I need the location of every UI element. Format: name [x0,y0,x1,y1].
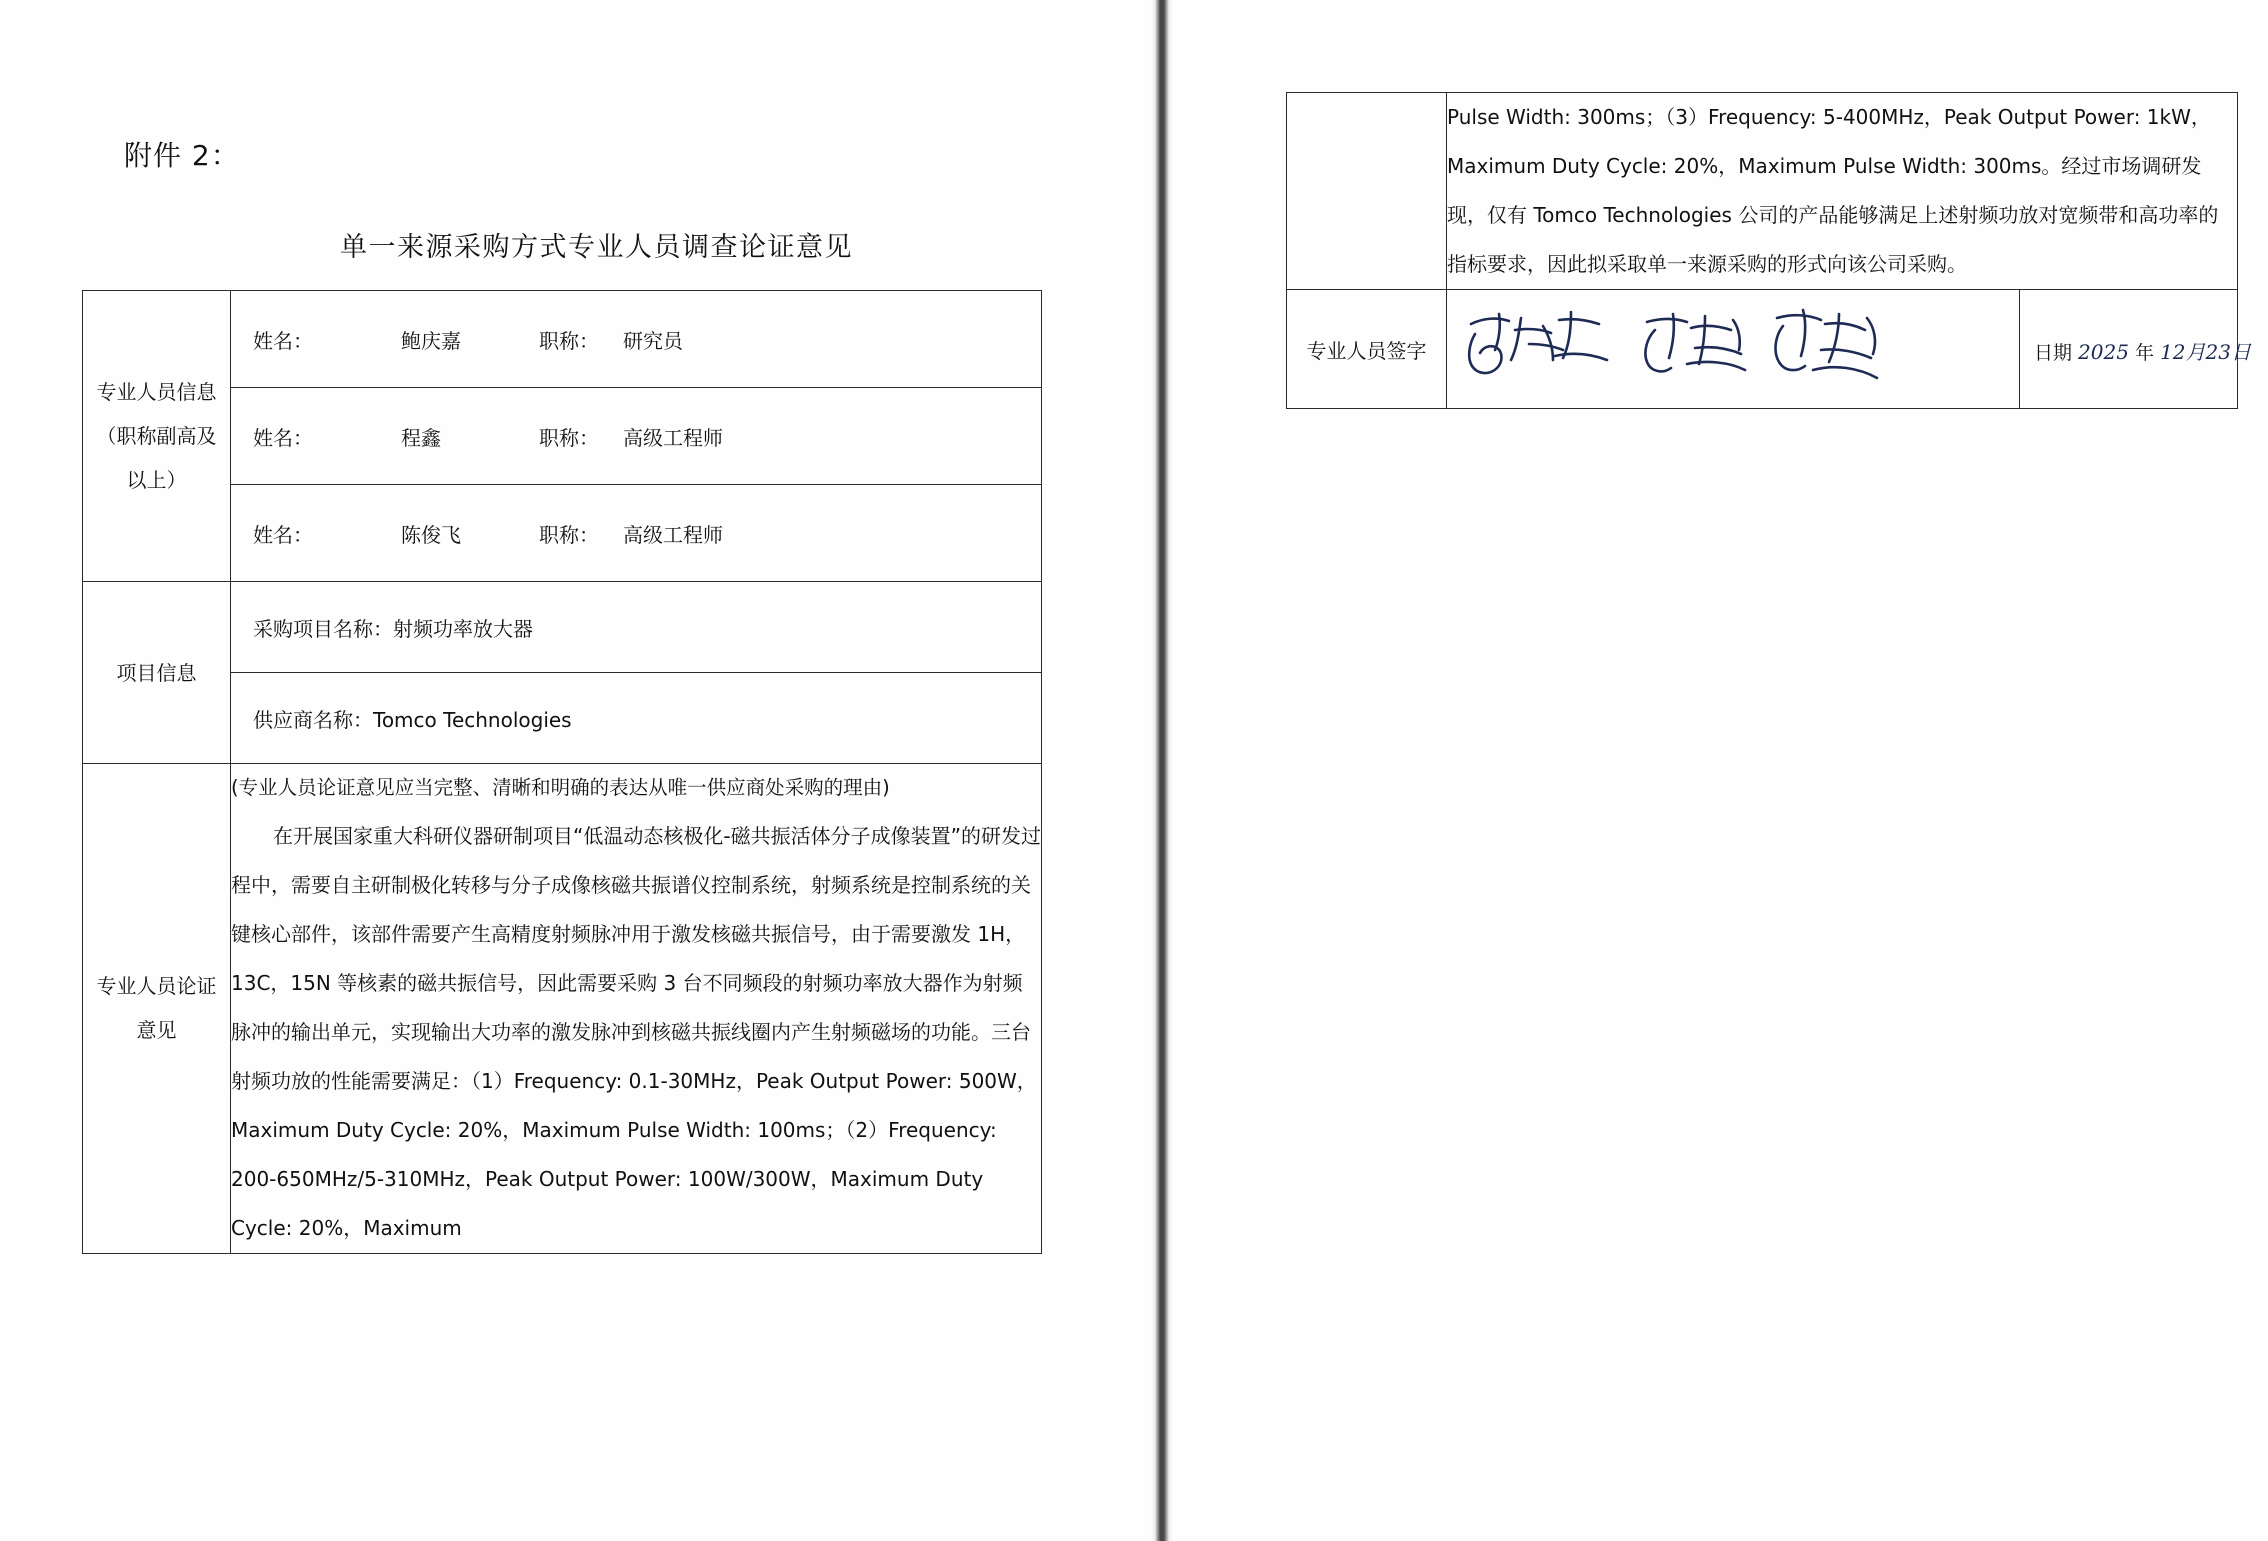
reason-label-line1: 专业人员论证 [96,974,217,999]
person-cell-1 [231,291,1042,388]
attachment-label: 附件 2： [124,139,240,172]
professional-opinion-table [82,290,1042,1254]
handwritten-signatures-icon [1447,290,2007,408]
table-row [83,291,1042,388]
title-key-1: 职称： [539,328,599,353]
date-prefix: 日期 [2033,342,2072,364]
person-cell-3 [231,485,1042,582]
continuation-text: Pulse Width: 300ms；（3）Frequency: 5-400MHz，Peak Output Power: 1kW，Maximum Duty Cycle: 20%，Maximum Pulse Width: 300ms。经过市场调研发现，仅有 Tomco Technologies 公司的产品能够满足上述射频功放对宽频带和高功率的指标要求，因此拟采取单一来源采购的形式向该公司采购。 [1447,93,2238,290]
staff-info-label-line2: （职称副高及 [96,424,217,448]
continuation-table [1286,92,2251,409]
page-right [1160,0,2268,1541]
table-row [83,764,1042,1254]
date-month-day: 12月23日 [2160,340,2251,364]
page-title: 单一来源采购方式专业人员调查论证意见 [340,232,853,263]
person-title-3: 高级工程师 [623,522,723,547]
table-row [1287,93,2238,290]
supplier-name-cell [231,673,1042,764]
reason-note: (专业人员论证意见应当完整、清晰和明确的表达从唯一供应商处采购的理由) [231,776,890,799]
table-row [1287,290,2238,409]
signature-date-cell [2019,290,2251,409]
page-gutter [1151,0,1173,1541]
person-name-2: 程鑫 [401,425,441,450]
name-key-2: 姓名： [253,425,313,450]
name-key-3: 姓名： [253,522,313,547]
person-name-3: 陈俊飞 [401,522,461,547]
person-name-1: 鲍庆嘉 [401,328,461,353]
continuation-empty-label [1287,93,1447,290]
table-row [83,582,1042,673]
title-key-3: 职称： [539,522,599,547]
name-key-1: 姓名： [253,328,313,353]
reason-body: 在开展国家重大科研仪器研制项目“低温动态核极化-磁共振活体分子成像装置”的研发过程中，需要自主研制极化转移与分子成像核磁共振谱仪控制系统，射频系统是控制系统的关键核心部件，该部件需要产生高精度射频脉冲用于激发核磁共振信号，由于需要激发 1H，13C，15N 等核素的磁共振信号，因此需要采购 3 台不同频段的射频功率放大器作为射频脉冲的输出单元，实现输出大功率的激发脉冲到核磁共振线圈内产生射频磁场的功能。三台射频功放的性能需要满足：（1）Frequency: 0.1-30MHz，Peak Output Power: 500W，Maximum Duty Cycle: 20%，Maximum Pulse Width: 100ms；（2）Frequency: 200-650MHz/5-310MHz，Peak Output Power: 100W/300W，Maximum Duty Cycle: 20%，Maximum [231,823,1041,1240]
reason-label-line2: 意见 [136,1018,177,1043]
reason-cell [231,764,1042,1254]
project-info-label: 项目信息 [83,582,231,764]
project-name-value: 采购项目名称：射频功率放大器 [253,616,533,641]
project-name-cell [231,582,1042,673]
reason-label [83,764,231,1254]
person-title-1: 研究员 [623,328,683,353]
signature-area [1447,290,2020,409]
staff-info-label-line1: 专业人员信息 [96,380,217,404]
title-key-2: 职称： [539,425,599,450]
staff-info-label-line3: 以上） [126,468,187,492]
signature-label: 专业人员签字 [1287,290,1447,409]
supplier-name-value: 供应商名称：Tomco Technologies [253,707,572,732]
date-year-suffix: 年 [2135,342,2155,364]
staff-info-label [83,291,231,582]
person-title-2: 高级工程师 [623,425,723,450]
date-year: 2025 [2078,340,2129,364]
person-cell-2 [231,388,1042,485]
